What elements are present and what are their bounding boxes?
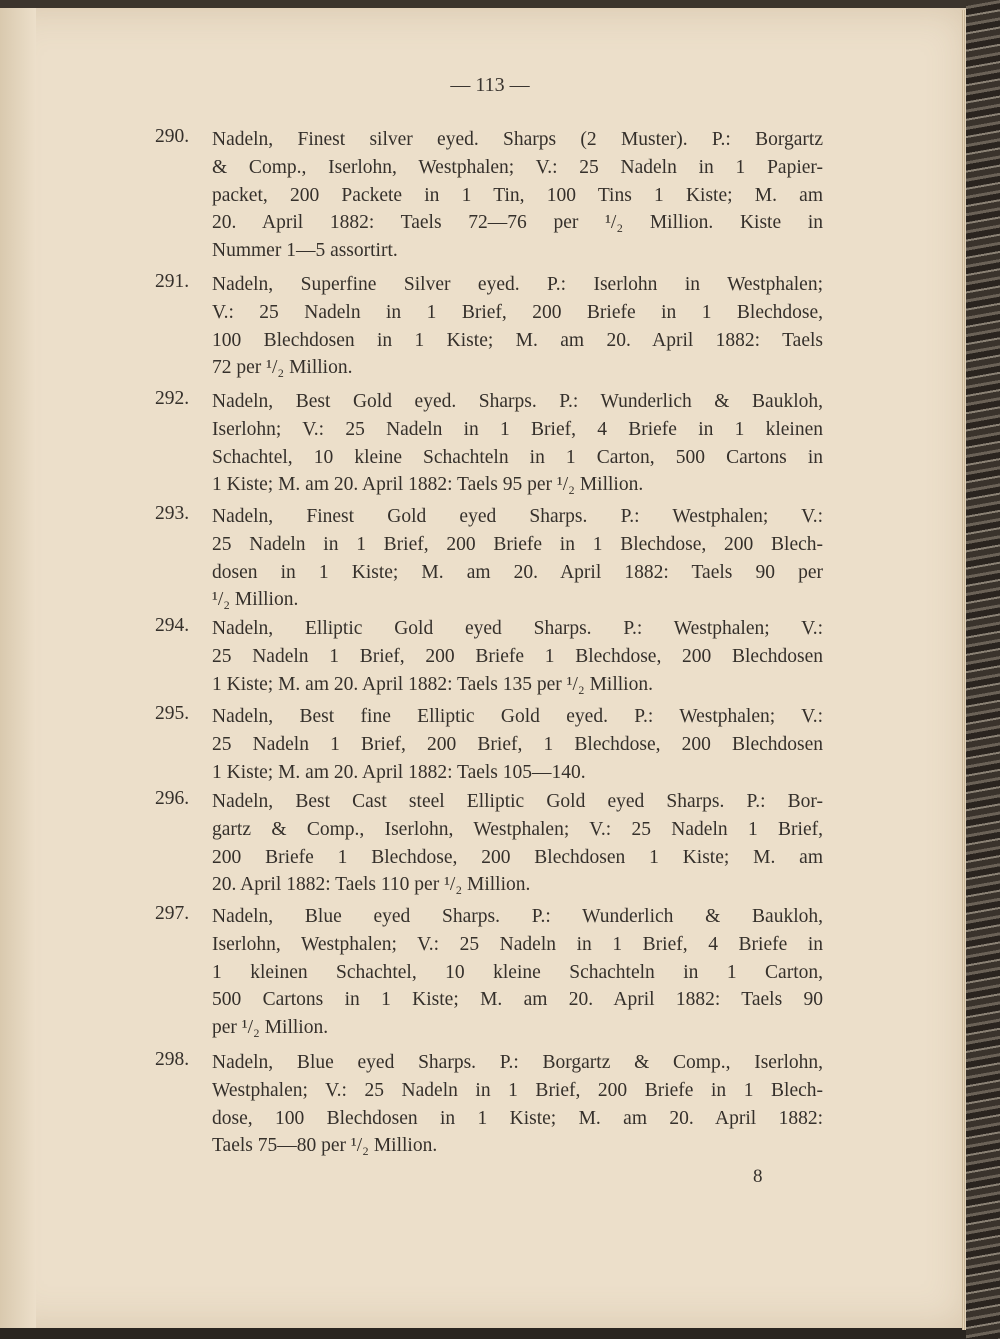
entry-number: 294. <box>155 615 190 636</box>
entry-number: 297. <box>155 903 190 924</box>
text-line: & Comp., Iserlohn, Westphalen; V.: 25 Nadeln in 1 Papier- <box>212 156 823 178</box>
text-line: 1 Kiste; M. am 20. April 1882: Taels 105—140. <box>212 761 586 783</box>
entry-text <box>212 271 823 382</box>
entry-number: 298. <box>155 1049 190 1070</box>
text-line: per ¹/₂ Million. <box>212 1017 329 1039</box>
signature-mark: 8 <box>753 1166 763 1187</box>
text-line: 20. April 1882: Taels 72—76 per ¹/₂ Million. Kiste in <box>212 212 823 234</box>
page-number: — 113 — <box>450 74 530 96</box>
entry-text <box>212 703 823 786</box>
entry-number: 290. <box>155 126 190 147</box>
text-line: 20. April 1882: Taels 110 per ¹/₂ Million. <box>212 874 531 896</box>
entry-text <box>212 1049 823 1160</box>
entry-text <box>212 126 823 265</box>
text-line: Nadeln, Finest Gold eyed Sharps. P.: Westphalen; V.: <box>212 506 823 527</box>
entry-text <box>212 903 823 1042</box>
text-line: 25 Nadeln 1 Brief, 200 Brief, 1 Blechdose, 200 Blechdosen <box>212 733 823 755</box>
text-line: Iserlohn; V.: 25 Nadeln in 1 Brief, 4 Briefe in 1 kleinen <box>212 418 823 440</box>
text-line: 1 Kiste; M. am 20. April 1882: Taels 135 per ¹/₂ Million. <box>212 673 653 695</box>
text-line: packet, 200 Packete in 1 Tin, 100 Tins 1 Kiste; M. am <box>212 184 823 206</box>
entry-number: 295. <box>155 703 190 724</box>
text-line: Nadeln, Superfine Silver eyed. P.: Iserlohn in Westphalen; <box>212 274 823 295</box>
text-line: Nadeln, Blue eyed Sharps. P.: Wunderlich & Baukloh, <box>212 906 823 927</box>
gutter-shadow <box>0 8 36 1328</box>
text-line: 72 per ¹/₂ Million. <box>212 357 353 379</box>
entry-number: 296. <box>155 788 190 809</box>
text-line: 500 Cartons in 1 Kiste; M. am 20. April 1882: Taels 90 <box>212 989 823 1011</box>
text-line: Nadeln, Best Cast steel Elliptic Gold eyed Sharps. P.: Bor- <box>212 791 823 812</box>
text-line: 100 Blechdosen in 1 Kiste; M. am 20. April 1882: Taels <box>212 329 823 351</box>
text-line: 25 Nadeln in 1 Brief, 200 Briefe in 1 Blechdose, 200 Blech- <box>212 533 823 555</box>
text-line: Taels 75—80 per ¹/₂ Million. <box>212 1135 438 1157</box>
text-line: Schachtel, 10 kleine Schachteln in 1 Carton, 500 Cartons in <box>212 446 823 468</box>
text-line: Iserlohn, Westphalen; V.: 25 Nadeln in 1 Brief, 4 Briefe in <box>212 933 823 955</box>
entry-text <box>212 388 823 499</box>
entry-text <box>212 788 823 899</box>
text-line: gartz & Comp., Iserlohn, Westphalen; V.: 25 Nadeln 1 Brief, <box>212 818 823 840</box>
text-line: Nadeln, Elliptic Gold eyed Sharps. P.: Westphalen; V.: <box>212 618 823 639</box>
text-line: 1 kleinen Schachtel, 10 kleine Schachteln in 1 Carton, <box>212 961 823 983</box>
text-line: ¹/₂ Million. <box>212 589 299 611</box>
text-line: dosen in 1 Kiste; M. am 20. April 1882: Taels 90 per <box>212 561 823 583</box>
text-line: V.: 25 Nadeln in 1 Brief, 200 Briefe in 1 Blechdose, <box>212 301 823 323</box>
text-line: Nadeln, Best Gold eyed. Sharps. P.: Wunderlich & Baukloh, <box>212 391 823 412</box>
text-line: Nadeln, Finest silver eyed. Sharps (2 Muster). P.: Borgartz <box>212 129 823 150</box>
text-line: Westphalen; V.: 25 Nadeln in 1 Brief, 200 Briefe in 1 Blech- <box>212 1079 823 1101</box>
entry-text <box>212 615 823 698</box>
text-line: 200 Briefe 1 Blechdose, 200 Blechdosen 1 Kiste; M. am <box>212 846 823 868</box>
text-line: dose, 100 Blechdosen in 1 Kiste; M. am 20. April 1882: <box>212 1107 823 1129</box>
text-line: 25 Nadeln 1 Brief, 200 Briefe 1 Blechdose, 200 Blechdosen <box>212 645 823 667</box>
marbled-binding <box>966 0 1000 1339</box>
text-line: 1 Kiste; M. am 20. April 1882: Taels 95 per ¹/₂ Million. <box>212 474 644 496</box>
entry-number: 292. <box>155 388 190 409</box>
text-line: Nadeln, Blue eyed Sharps. P.: Borgartz & Comp., Iserlohn, <box>212 1052 823 1073</box>
text-line: Nadeln, Best fine Elliptic Gold eyed. P.: Westphalen; V.: <box>212 706 823 727</box>
entry-number: 291. <box>155 271 190 292</box>
entry-text <box>212 503 823 614</box>
entry-number: 293. <box>155 503 190 524</box>
text-line: Nummer 1—5 assortirt. <box>212 240 398 262</box>
